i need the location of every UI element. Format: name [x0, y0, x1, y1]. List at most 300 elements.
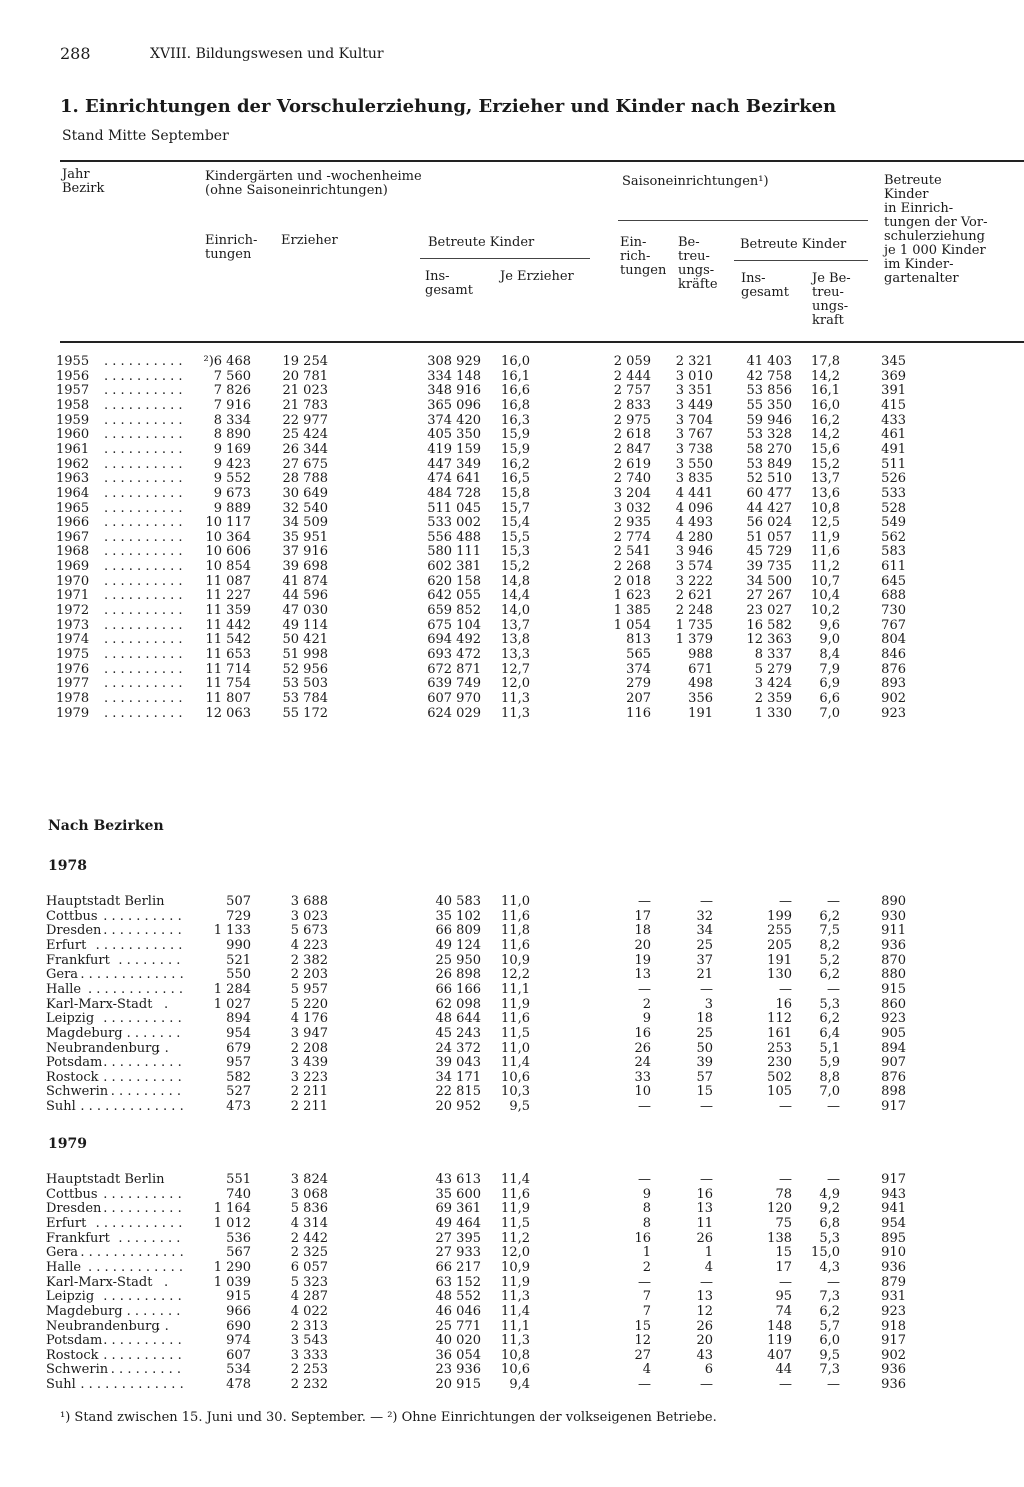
cell-je-1000-kinder: 911	[881, 923, 906, 939]
cell-s-kraefte: 4 280	[675, 529, 713, 545]
cell-s-einrichtungen: 1 623	[613, 588, 651, 604]
cell-s-einrichtungen: 18	[634, 923, 651, 939]
header-kg-erzieher: Erzieher	[281, 233, 338, 248]
cell-s-insgesamt: 112	[767, 1011, 792, 1027]
cell-s-insgesamt: 55 350	[746, 397, 792, 413]
cell-kg-insgesamt: 35 102	[435, 908, 481, 924]
cell-s-einrichtungen: 8	[642, 1201, 651, 1217]
leader-dots: . . . . . . . . . . .	[95, 937, 183, 953]
district-row	[0, 909, 1024, 924]
cell-je-1000-kinder: 645	[881, 573, 906, 589]
cell-s-einrichtungen: 17	[634, 908, 651, 924]
leader-dots: . . . . . . . . . .	[104, 412, 183, 428]
cell-je-1000-kinder: 890	[881, 894, 906, 909]
row-label: Rostock	[46, 1069, 99, 1085]
district-row	[0, 1319, 1024, 1334]
row-label: Dresden	[46, 923, 102, 939]
cell-je-1000-kinder: 936	[881, 937, 906, 953]
district-row	[0, 1275, 1024, 1290]
cell-s-je-kraft: 10,8	[811, 500, 840, 516]
cell-s-je-kraft: 5,9	[819, 1055, 840, 1071]
cell-kg-insgesamt: 69 361	[435, 1201, 481, 1217]
cell-kg-einrichtungen: 12 063	[205, 705, 251, 721]
district-row	[0, 1099, 1024, 1114]
cell-kg-erzieher: 2 442	[290, 1230, 328, 1246]
cell-je-1000-kinder: 902	[881, 1347, 906, 1363]
cell-kg-erzieher: 4 176	[290, 1011, 328, 1027]
cell-kg-insgesamt: 45 243	[435, 1025, 481, 1041]
cell-s-einrichtungen: 565	[626, 647, 651, 662]
cell-s-einrichtungen: 12	[634, 1333, 651, 1349]
cell-kg-einrichtungen: 11 359	[205, 603, 251, 619]
cell-s-insgesamt: 44	[775, 1362, 792, 1378]
cell-kg-erzieher: 2 211	[290, 1084, 328, 1100]
cell-kg-je-erzieher: 11,0	[501, 1040, 530, 1056]
cell-kg-je-erzieher: 10,6	[501, 1069, 530, 1085]
leader-dots: . .	[156, 1318, 169, 1334]
cell-kg-einrichtungen: 990	[226, 937, 251, 953]
cell-kg-je-erzieher: 13,7	[501, 617, 530, 633]
cell-kg-einrichtungen: 582	[226, 1069, 251, 1085]
row-label: Suhl	[46, 1099, 76, 1115]
cell-kg-erzieher: 53 784	[282, 690, 328, 706]
cell-s-je-kraft: 8,8	[819, 1069, 840, 1085]
cell-s-je-kraft: 5,3	[819, 1230, 840, 1246]
cell-s-kraefte: 3 767	[675, 427, 713, 443]
leader-dots: . . . . . . . .	[118, 1230, 181, 1246]
cell-kg-je-erzieher: 9,4	[509, 1377, 530, 1393]
row-label: Gera	[46, 967, 79, 983]
cell-s-je-kraft: 6,6	[819, 690, 840, 706]
cell-kg-erzieher: 44 596	[282, 588, 328, 604]
cell-kg-insgesamt: 35 600	[435, 1186, 481, 1202]
cell-s-kraefte: 356	[688, 690, 713, 706]
cell-s-kraefte: —	[700, 981, 713, 997]
cell-kg-je-erzieher: 14,8	[501, 573, 530, 589]
cell-s-je-kraft: 6,0	[819, 1333, 840, 1349]
cell-je-1000-kinder: 526	[881, 471, 906, 487]
year-row	[0, 662, 1024, 677]
cell-kg-einrichtungen: 567	[226, 1245, 251, 1261]
cell-je-1000-kinder: 767	[881, 617, 906, 633]
cell-s-kraefte: 32	[696, 908, 713, 924]
cell-s-je-kraft: 5,7	[819, 1318, 840, 1334]
cell-s-je-kraft: 7,9	[819, 661, 840, 677]
row-label: Magdeburg	[46, 1303, 123, 1319]
cell-s-kraefte: 3 704	[675, 412, 713, 428]
cell-s-einrichtungen: 2 618	[613, 427, 651, 443]
year-row	[0, 588, 1024, 603]
district-year-heading: 1978	[48, 858, 87, 874]
cell-s-insgesamt: 230	[767, 1055, 792, 1071]
cell-kg-erzieher: 3 223	[290, 1069, 328, 1085]
year-row	[0, 354, 1024, 369]
cell-kg-insgesamt: 694 492	[427, 632, 481, 648]
cell-s-einrichtungen: 3 032	[613, 500, 651, 516]
cell-s-insgesamt: 56 024	[746, 515, 792, 531]
cell-s-je-kraft: 17,8	[811, 354, 840, 369]
leader-dots: . . . . . . . . . .	[104, 632, 183, 648]
row-label: Leipzig	[46, 1289, 95, 1305]
cell-s-kraefte: 671	[688, 661, 713, 677]
cell-s-je-kraft: 10,7	[811, 573, 840, 589]
cell-je-1000-kinder: 562	[881, 529, 906, 545]
cell-s-einrichtungen: 2 833	[613, 397, 651, 413]
cell-s-je-kraft: 16,1	[811, 383, 840, 399]
cell-s-insgesamt: 44 427	[746, 500, 792, 516]
cell-kg-insgesamt: 66 217	[435, 1259, 481, 1275]
cell-s-einrichtungen: 116	[626, 705, 651, 721]
row-label: 1977	[56, 676, 90, 692]
cell-s-je-kraft: —	[827, 981, 840, 997]
cell-s-insgesamt: 53 849	[746, 456, 792, 472]
cell-je-1000-kinder: 583	[881, 544, 906, 560]
cell-kg-einrichtungen: 7 560	[213, 368, 251, 384]
cell-kg-insgesamt: 675 104	[427, 617, 481, 633]
cell-s-einrichtungen: —	[638, 1172, 651, 1187]
row-label: Cottbus	[46, 1186, 98, 1202]
cell-kg-einrichtungen: ²)6 468	[203, 354, 251, 369]
cell-s-je-kraft: —	[827, 894, 840, 909]
row-label: 1972	[56, 603, 90, 619]
cell-kg-erzieher: 20 781	[282, 368, 328, 384]
cell-kg-je-erzieher: 16,8	[501, 397, 530, 413]
district-row	[0, 982, 1024, 997]
district-year-heading: 1979	[48, 1136, 87, 1152]
cell-s-einrichtungen: 2 975	[613, 412, 651, 428]
cell-s-einrichtungen: 2 059	[613, 354, 651, 369]
leader-dots: . . . . . . . . . .	[104, 705, 183, 721]
cell-kg-erzieher: 2 382	[290, 952, 328, 968]
cell-kg-insgesamt: 22 815	[435, 1084, 481, 1100]
cell-s-kraefte: 34	[696, 923, 713, 939]
cell-kg-je-erzieher: 16,1	[501, 368, 530, 384]
cell-s-einrichtungen: 7	[642, 1289, 651, 1305]
leader-dots: . . . . . . . . . . . . .	[80, 967, 184, 983]
year-row	[0, 471, 1024, 486]
row-label: Neubrandenburg	[46, 1040, 160, 1056]
cell-s-je-kraft: —	[827, 1172, 840, 1187]
district-row	[0, 1070, 1024, 1085]
cell-kg-erzieher: 4 022	[290, 1303, 328, 1319]
cell-s-einrichtungen: 2	[642, 996, 651, 1012]
cell-s-insgesamt: 255	[767, 923, 792, 939]
cell-s-je-kraft: 7,3	[819, 1289, 840, 1305]
cell-kg-insgesamt: 48 552	[435, 1289, 481, 1305]
cell-s-einrichtungen: 20	[634, 937, 651, 953]
row-label: 1965	[56, 500, 90, 516]
cell-s-je-kraft: 6,2	[819, 1303, 840, 1319]
cell-kg-einrichtungen: 7 916	[213, 397, 251, 413]
cell-s-kraefte: 1	[704, 1245, 713, 1261]
cell-kg-insgesamt: 34 171	[435, 1069, 481, 1085]
cell-s-je-kraft: 6,4	[819, 1025, 840, 1041]
row-label: 1975	[56, 647, 90, 662]
cell-kg-je-erzieher: 12,0	[501, 676, 530, 692]
leader-dots: . . . . . . . . . .	[104, 485, 183, 501]
cell-kg-je-erzieher: 10,3	[501, 1084, 530, 1100]
cell-kg-einrichtungen: 1 133	[213, 923, 251, 939]
leader-dots: . . . . . . . . . .	[104, 427, 183, 443]
leader-dots: . . . . . . . . . . . .	[88, 981, 184, 997]
cell-s-je-kraft: 9,0	[819, 632, 840, 648]
leader-dots: . . . . . . . . . .	[104, 383, 183, 399]
cell-kg-je-erzieher: 15,4	[501, 515, 530, 531]
table-subtitle: Stand Mitte September	[62, 128, 229, 144]
cell-s-je-kraft: 5,2	[819, 952, 840, 968]
cell-je-1000-kinder: 895	[881, 1230, 906, 1246]
district-row	[0, 1362, 1024, 1377]
district-row	[0, 1304, 1024, 1319]
cell-kg-einrichtungen: 1 164	[213, 1201, 251, 1217]
cell-s-kraefte: —	[700, 1274, 713, 1290]
leader-dots: . .	[156, 1040, 169, 1056]
district-row	[0, 1041, 1024, 1056]
cell-kg-einrichtungen: 10 117	[205, 515, 251, 531]
cell-s-insgesamt: 27 267	[746, 588, 792, 604]
cell-s-kraefte: 1 735	[675, 617, 713, 633]
cell-je-1000-kinder: 461	[881, 427, 906, 443]
cell-s-je-kraft: 11,2	[811, 559, 840, 575]
cell-je-1000-kinder: 917	[881, 1099, 906, 1115]
cell-s-kraefte: 4	[704, 1259, 713, 1275]
district-row	[0, 1026, 1024, 1041]
cell-kg-einrichtungen: 11 542	[205, 632, 251, 648]
year-row	[0, 574, 1024, 589]
cell-s-insgesamt: 60 477	[746, 485, 792, 501]
row-label: 1958	[56, 397, 90, 413]
row-label: Schwerin	[46, 1362, 109, 1378]
cell-kg-erzieher: 5 323	[290, 1274, 328, 1290]
cell-kg-einrichtungen: 7 826	[213, 383, 251, 399]
cell-je-1000-kinder: 930	[881, 908, 906, 924]
row-label: 1976	[56, 661, 90, 677]
year-row	[0, 603, 1024, 618]
cell-s-je-kraft: 13,7	[811, 471, 840, 487]
footnote: ¹) Stand zwischen 15. Juni und 30. September. — ²) Ohne Einrichtungen der volkseigenen Betriebe.	[60, 1410, 717, 1425]
district-row	[0, 1216, 1024, 1231]
cell-kg-je-erzieher: 16,0	[501, 354, 530, 369]
cell-s-je-kraft: 7,0	[819, 1084, 840, 1100]
cell-kg-insgesamt: 607 970	[427, 690, 481, 706]
cell-kg-je-erzieher: 15,3	[501, 544, 530, 560]
leader-dots: . . . . . . . . . .	[103, 1055, 182, 1071]
cell-s-kraefte: 11	[696, 1215, 713, 1231]
cell-s-je-kraft: —	[827, 1099, 840, 1115]
cell-kg-insgesamt: 49 464	[435, 1215, 481, 1231]
row-label: Suhl	[46, 1377, 76, 1393]
header-s-betreuungskraefte: Be- treu- ungs- kräfte	[678, 235, 718, 292]
cell-s-insgesamt: 42 758	[746, 368, 792, 384]
cell-kg-einrichtungen: 10 364	[205, 529, 251, 545]
row-label: Frankfurt	[46, 952, 110, 968]
cell-kg-erzieher: 3 068	[290, 1186, 328, 1202]
row-label: 1970	[56, 573, 90, 589]
cell-kg-je-erzieher: 10,8	[501, 1347, 530, 1363]
cell-s-insgesamt: 95	[775, 1289, 792, 1305]
cell-kg-einrichtungen: 536	[226, 1230, 251, 1246]
leader-dots: . . . . . . . . . .	[104, 676, 183, 692]
cell-je-1000-kinder: 910	[881, 1245, 906, 1261]
cell-kg-einrichtungen: 10 854	[205, 559, 251, 575]
cell-je-1000-kinder: 860	[881, 996, 906, 1012]
cell-kg-je-erzieher: 11,3	[501, 705, 530, 721]
cell-kg-insgesamt: 25 950	[435, 952, 481, 968]
cell-s-je-kraft: —	[827, 1274, 840, 1290]
leader-dots: . . . . . . . . . . . . .	[80, 1377, 184, 1393]
cell-kg-einrichtungen: 10 606	[205, 544, 251, 560]
cell-s-je-kraft: 8,4	[819, 647, 840, 662]
cell-kg-einrichtungen: 1 284	[213, 981, 251, 997]
cell-kg-einrichtungen: 1 039	[213, 1274, 251, 1290]
cell-s-kraefte: 4 441	[675, 485, 713, 501]
cell-s-kraefte: 3 010	[675, 368, 713, 384]
cell-s-insgesamt: 45 729	[746, 544, 792, 560]
row-label: 1971	[56, 588, 90, 604]
cell-s-kraefte: 50	[696, 1040, 713, 1056]
cell-kg-je-erzieher: 11,9	[501, 1201, 530, 1217]
cell-kg-erzieher: 19 254	[282, 354, 328, 369]
cell-kg-erzieher: 3 947	[290, 1025, 328, 1041]
cell-kg-insgesamt: 348 916	[427, 383, 481, 399]
cell-s-einrichtungen: 3 204	[613, 485, 651, 501]
cell-kg-insgesamt: 672 871	[427, 661, 481, 677]
cell-s-einrichtungen: 2 619	[613, 456, 651, 472]
cell-s-je-kraft: 6,9	[819, 676, 840, 692]
cell-je-1000-kinder: 688	[881, 588, 906, 604]
leader-dots: . . . . . . . . . .	[103, 923, 182, 939]
row-label: 1973	[56, 617, 90, 633]
cell-s-einrichtungen: 279	[626, 676, 651, 692]
header-kindergarten-group: Kindergärten und -wochenheime (ohne Saisoneinrichtungen)	[205, 169, 422, 198]
cell-kg-insgesamt: 639 749	[427, 676, 481, 692]
row-label: Hauptstadt Berlin	[46, 894, 165, 909]
table-title: 1. Einrichtungen der Vorschulerziehung, Erzieher und Kinder nach Bezirken	[60, 96, 837, 117]
cell-je-1000-kinder: 511	[881, 456, 906, 472]
saison-rule	[618, 220, 868, 221]
leader-dots: . . . . . . . . . .	[104, 500, 183, 516]
cell-kg-einrichtungen: 1 290	[213, 1259, 251, 1275]
cell-kg-einrichtungen: 11 442	[205, 617, 251, 633]
cell-s-kraefte: 3 946	[675, 544, 713, 560]
cell-kg-einrichtungen: 9 423	[213, 456, 251, 472]
cell-s-kraefte: 13	[696, 1289, 713, 1305]
cell-je-1000-kinder: 936	[881, 1259, 906, 1275]
cell-kg-je-erzieher: 16,2	[501, 456, 530, 472]
header-top-rule	[60, 160, 1024, 162]
year-row	[0, 647, 1024, 662]
cell-kg-erzieher: 53 503	[282, 676, 328, 692]
header-saison-group: Saisoneinrichtungen¹)	[622, 174, 769, 189]
cell-kg-erzieher: 3 824	[290, 1172, 328, 1187]
cell-kg-je-erzieher: 12,7	[501, 661, 530, 677]
cell-je-1000-kinder: 917	[881, 1172, 906, 1187]
header-s-je-betreuungskraft: Je Be- treu- ungs- kraft	[812, 271, 851, 328]
year-row	[0, 706, 1024, 721]
cell-kg-je-erzieher: 11,2	[501, 1230, 530, 1246]
cell-je-1000-kinder: 923	[881, 1303, 906, 1319]
cell-s-je-kraft: 7,5	[819, 923, 840, 939]
cell-s-einrichtungen: 374	[626, 661, 651, 677]
cell-kg-je-erzieher: 11,6	[501, 1186, 530, 1202]
cell-kg-insgesamt: 419 159	[427, 441, 481, 457]
cell-kg-erzieher: 4 314	[290, 1215, 328, 1231]
cell-kg-insgesamt: 27 933	[435, 1245, 481, 1261]
cell-kg-insgesamt: 374 420	[427, 412, 481, 428]
cell-s-insgesamt: 191	[767, 952, 792, 968]
cell-je-1000-kinder: 923	[881, 705, 906, 721]
leader-dots: . . . . . . . . . .	[104, 368, 183, 384]
cell-s-insgesamt: 502	[767, 1069, 792, 1085]
cell-s-insgesamt: —	[779, 1099, 792, 1115]
cell-kg-einrichtungen: 679	[226, 1040, 251, 1056]
row-label: 1963	[56, 471, 90, 487]
cell-kg-je-erzieher: 10,9	[501, 1259, 530, 1275]
cell-s-einrichtungen: 1 054	[613, 617, 651, 633]
cell-s-insgesamt: 138	[767, 1230, 792, 1246]
cell-kg-je-erzieher: 11,3	[501, 1333, 530, 1349]
cell-s-einrichtungen: 19	[634, 952, 651, 968]
cell-s-insgesamt: 3 424	[754, 676, 792, 692]
cell-je-1000-kinder: 391	[881, 383, 906, 399]
cell-s-je-kraft: 9,5	[819, 1347, 840, 1363]
cell-kg-insgesamt: 26 898	[435, 967, 481, 983]
cell-s-einrichtungen: 13	[634, 967, 651, 983]
header-s-einrichtungen: Ein- rich- tungen	[620, 235, 667, 278]
leader-dots: . . . . . . . . . .	[103, 1347, 182, 1363]
cell-s-kraefte: —	[700, 1377, 713, 1393]
cell-kg-erzieher: 5 836	[290, 1201, 328, 1217]
cell-je-1000-kinder: 923	[881, 1011, 906, 1027]
cell-kg-erzieher: 21 023	[282, 383, 328, 399]
district-row	[0, 1172, 1024, 1187]
cell-kg-erzieher: 2 313	[290, 1318, 328, 1334]
cell-s-insgesamt: 16	[775, 996, 792, 1012]
cell-kg-je-erzieher: 11,6	[501, 1011, 530, 1027]
cell-kg-insgesamt: 48 644	[435, 1011, 481, 1027]
cell-je-1000-kinder: 876	[881, 1069, 906, 1085]
year-row	[0, 369, 1024, 384]
cell-kg-erzieher: 5 220	[290, 996, 328, 1012]
district-row	[0, 938, 1024, 953]
cell-s-einrichtungen: 2 847	[613, 441, 651, 457]
leader-dots: .	[164, 1274, 169, 1290]
cell-kg-einrichtungen: 11 653	[205, 647, 251, 662]
cell-je-1000-kinder: 943	[881, 1186, 906, 1202]
row-label: Halle	[46, 1259, 82, 1275]
cell-s-einrichtungen: 4	[642, 1362, 651, 1378]
district-row	[0, 1084, 1024, 1099]
row-label: Karl-Marx-Stadt	[46, 996, 153, 1012]
cell-je-1000-kinder: 879	[881, 1274, 906, 1290]
cell-kg-einrichtungen: 8 334	[213, 412, 251, 428]
cell-je-1000-kinder: 345	[881, 354, 906, 369]
cell-s-kraefte: 2 248	[675, 603, 713, 619]
leader-dots: . . . . . . . . . .	[104, 588, 183, 604]
cell-je-1000-kinder: 549	[881, 515, 906, 531]
cell-je-1000-kinder: 936	[881, 1377, 906, 1393]
year-row	[0, 457, 1024, 472]
cell-je-1000-kinder: 533	[881, 485, 906, 501]
district-row	[0, 953, 1024, 968]
cell-s-insgesamt: 253	[767, 1040, 792, 1056]
leader-dots: . . . . . . . . . .	[104, 529, 183, 545]
cell-s-je-kraft: 11,9	[811, 529, 840, 545]
cell-s-kraefte: 20	[696, 1333, 713, 1349]
cell-kg-je-erzieher: 15,5	[501, 529, 530, 545]
cell-kg-insgesamt: 334 148	[427, 368, 481, 384]
cell-kg-insgesamt: 66 166	[435, 981, 481, 997]
